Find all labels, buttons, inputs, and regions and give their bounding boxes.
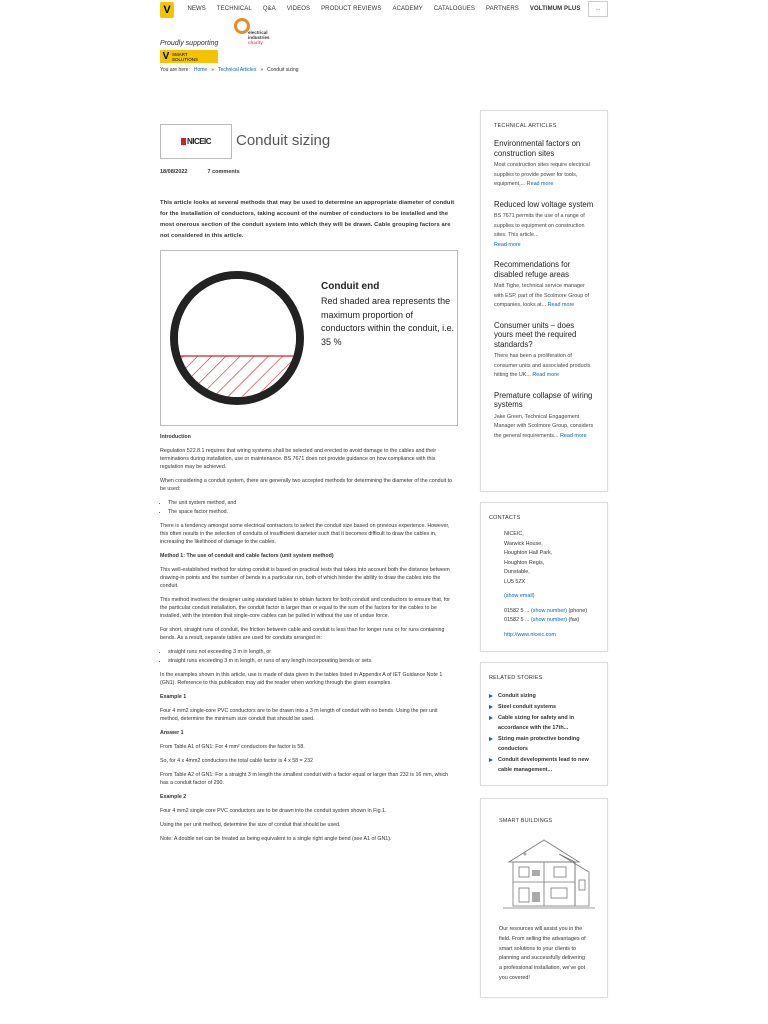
article-teaser xyxy=(494,413,594,442)
breadcrumb-prefix: You are here: xyxy=(160,67,190,73)
related-story-link[interactable]: Steel conduit systems xyxy=(489,702,599,712)
related-story-link[interactable]: Sizing main protective bonding conductors xyxy=(489,734,599,754)
charity-line-3: charity xyxy=(248,40,263,45)
address-line: Houghton Regis, xyxy=(504,559,545,566)
breadcrumb-separator: » xyxy=(211,67,214,73)
technical-articles-panel xyxy=(480,110,608,492)
address-line: NICEIC, xyxy=(504,531,524,537)
author-logo[interactable] xyxy=(160,124,232,159)
proudly-supporting-label: Proudly supporting xyxy=(160,40,219,47)
article-teaser xyxy=(494,282,594,311)
list-item: • The unit system method, and xyxy=(168,499,458,507)
nav-links xyxy=(182,6,586,12)
breadcrumb-separator: » xyxy=(260,67,264,73)
address-line: LU5 5ZX xyxy=(504,578,526,585)
read-more-link[interactable]: Read more xyxy=(559,432,587,439)
heading-example-2: Example 2 xyxy=(160,794,187,800)
read-more-link[interactable]: Read more xyxy=(526,181,554,187)
list-item xyxy=(494,260,594,311)
website-link[interactable]: http://www.niceic.com xyxy=(504,631,556,638)
paragraph: This well-established method for sizing conduit is based on practical tests that takes into account both the distance between drawing-in points and the number of bends in a particular run, both of which hinder the ability to draw the cables into the conduit. xyxy=(160,567,450,589)
phone-prefix: 01582 5 ... xyxy=(504,607,530,614)
article-teaser xyxy=(494,212,594,250)
teaser-text: Matt Tighe, technical service manager with ESP, part of the Scolmore Group of companies, looks at... xyxy=(494,283,590,308)
phone-label: (phone) xyxy=(568,607,588,614)
nav-link-videos[interactable]: VIDEOS xyxy=(286,6,311,12)
nav-link-catalogues[interactable]: CATALOGUES xyxy=(433,6,475,12)
breadcrumb xyxy=(160,67,299,73)
figure-caption: Red shaded area represents the maximum proportion of conductors within the conduit, i.e. 35 % xyxy=(321,296,455,347)
paragraph: For short, straight runs of conduit, the friction between cable and conduit is less than for longer runs or for runs containing bends. As a result, separate tables are used for conduits arranged in: xyxy=(160,627,445,641)
list-item: • straight runs not exceeding 3 m in length, or xyxy=(168,648,458,656)
smart-solutions-badge[interactable] xyxy=(160,50,218,63)
charity-line-2: industries xyxy=(248,35,270,40)
charity-logo[interactable] xyxy=(234,18,274,50)
niceic-logo-mark xyxy=(181,138,186,145)
list-item: • The space factor method. xyxy=(168,508,458,516)
related-stories-panel xyxy=(480,662,608,786)
smart-buildings-text: Our resources will assist you in the field. From selling the advantages of smart solutions to your clients to planning and successfully delivering a professional installation, we've got you covered! xyxy=(499,926,586,981)
article-teaser xyxy=(494,352,594,381)
related-stories-heading: RELATED STORIES xyxy=(489,675,543,681)
related-stories-list xyxy=(489,691,599,775)
show-fax-number-link[interactable]: (show number) xyxy=(530,617,567,623)
list-item xyxy=(494,321,594,381)
conduit-end-figure xyxy=(160,250,458,426)
nav-link-news[interactable]: NEWS xyxy=(187,6,206,12)
page-title: Conduit sizing xyxy=(236,132,331,149)
heading-example-1: Example 1 xyxy=(160,694,187,700)
paragraph: When considering a conduit system, there are generally two accepted methods for determining the diameter of the conduit to be used: xyxy=(160,478,453,492)
list-item xyxy=(494,200,594,251)
breadcrumb-technical-articles[interactable]: Technical Articles xyxy=(217,67,257,73)
list-item xyxy=(494,391,594,442)
nav-link-voltimum-plus[interactable]: VOLTIMUM PLUS xyxy=(529,6,581,12)
smart-badge-text xyxy=(172,52,198,62)
paragraph: Using the per unit method, determine the size of conduit that should be used. xyxy=(160,822,341,828)
paragraph: In the examples shown in this article, use is made of data given in the tables listed in Appendix A of IET Guidance Note 1 (GN1). Reference to this publication may aid the reader when working through the given examples. xyxy=(160,672,443,686)
article-body xyxy=(160,433,458,849)
comments-link[interactable]: 7 comments xyxy=(207,169,240,175)
heading-method-1: Method 1: The use of conduit and cable factors (unit system method) xyxy=(160,553,334,559)
read-more-link[interactable]: Read more xyxy=(547,302,575,308)
show-email-link[interactable]: (show email) xyxy=(504,593,535,599)
teaser-text: BS 7671 permits the use of a range of supplies to equipment on construction sites. This article... xyxy=(494,213,585,238)
smart-house-illustration[interactable] xyxy=(499,832,599,914)
teaser-text: Most construction sites require electrical supplies to provide power for tools, equipment,... xyxy=(494,162,590,187)
address-line: Warwick House, xyxy=(504,540,543,547)
smart-badge-line-2: SOLUTIONS xyxy=(172,56,199,62)
nav-link-technical[interactable]: TECHNICAL xyxy=(216,6,252,12)
article-meta xyxy=(160,169,240,175)
related-story-link[interactable]: Conduit developments lead to new cable management... xyxy=(489,755,599,775)
voltimum-logo[interactable]: V xyxy=(160,2,174,18)
phone-line xyxy=(504,607,599,617)
paragraph: From Table A1 of GN1: For 4 mm² conductors the factor is 58. xyxy=(160,744,305,750)
paragraph: Four 4 mm2 single core PVC conductors are to be drawn into the conduit system shown in Fig 1. xyxy=(160,808,387,814)
related-story-link[interactable]: Conduit sizing xyxy=(489,691,599,701)
nav-link-product-reviews[interactable]: PRODUCT REVIEWS xyxy=(321,6,382,12)
fax-line xyxy=(504,616,599,626)
heading-introduction: Introduction xyxy=(160,434,191,440)
fax-label: (fax) xyxy=(568,617,580,623)
figure-title: Conduit end xyxy=(321,281,380,292)
charity-line-1: electrical xyxy=(248,30,268,35)
paragraph: So, for 4 x 4mm2 conductors the total cable factor is 4 x 58 = 232 xyxy=(160,758,313,764)
method-list xyxy=(168,499,458,516)
top-nav xyxy=(160,0,608,18)
paragraph: Four 4 mm2 single-core PVC conductors are to be drawn into a 3 m length of conduit with no bends. Using the per unit method, determine the minimum size conduit that should be used. xyxy=(160,708,438,722)
technical-articles-heading: TECHNICAL ARTICLES xyxy=(494,123,557,129)
teaser-text: Jake Green, Technical Engagement Manager with Scolmore Group, considers the general requirements... xyxy=(494,413,594,439)
smart-buildings-panel xyxy=(480,798,608,998)
fax-prefix: 01582 5 ... xyxy=(504,617,530,623)
list-item: • straight runs exceeding 3 m in length, or runs of any length incorporating bends or sets. xyxy=(168,657,458,665)
read-more-link[interactable]: Read more xyxy=(532,372,560,378)
niceic-logo-text: NICEIC xyxy=(186,137,212,146)
article-link-title[interactable]: Reduced low voltage system xyxy=(494,199,594,209)
breadcrumb-current: Conduit sizing xyxy=(267,67,299,73)
conduit-run-list xyxy=(168,648,458,665)
article-link-title[interactable]: Recommendations for disabled refuge areas xyxy=(494,260,571,279)
conduit-end-diagram xyxy=(161,251,321,427)
nav-link-academy[interactable]: ACADEMY xyxy=(392,6,423,12)
contacts-panel xyxy=(480,502,608,652)
charity-logo-text xyxy=(248,30,270,45)
article-intro: This article looks at several methods that may be used to determine an appropriate diameter of conduit for the installation of conductors, taking account of the number of conductors to be installed and the most onerous section of the conduit system into which they will be drawn. Cable grouping factors are not considered in this article. xyxy=(160,200,455,239)
paragraph: Regulation 522.8.1 requires that wiring systems shall be selected and erected to avoid damage to the cables and their terminations during installation, use or maintenance. BS 7671 does not provide guidance on how compliance with this regulation may be achieved. xyxy=(160,448,437,470)
article-date: 18/08/2022 xyxy=(160,169,188,175)
article-link-title[interactable]: Consumer units – does yours meet the required standards? xyxy=(494,320,577,349)
paragraph: Note: A double set can be treated as being equivalent to a single right angle bend (see A1 of GN1). xyxy=(160,836,392,842)
smart-buildings-heading: SMART BUILDINGS xyxy=(499,818,553,824)
article-link-title[interactable]: Environmental factors on construction sites xyxy=(494,139,581,158)
paragraph: There is a tendency amongst some electrical contractors to select the conduit size based on previous experience. However, this often results in the selection of conduits of insufficient diameter such that it becomes difficult to draw the cables in, increasing the likelihood of damage to the cables. xyxy=(160,523,450,545)
list-item xyxy=(494,139,594,190)
breadcrumb-home[interactable]: Home xyxy=(193,67,208,73)
address-line: Dunstable, xyxy=(504,569,530,575)
contact-details xyxy=(489,530,599,640)
smart-badge-line-1: SMART xyxy=(172,51,188,57)
read-more-link[interactable]: Read more xyxy=(494,241,521,248)
paragraph: From Table A2 of GN1: For a straight 3 m length the smallest conduit with a factor equal or larger than 232 is 16 mm, which has a conduit factor of 290. xyxy=(160,772,449,786)
teaser-text: There has been a proliferation of consumer units and associated products hitting the UK... xyxy=(494,353,591,378)
related-story-link[interactable]: Cable sizing for safety and in accordance with the 17th... xyxy=(489,713,599,733)
article-link-title[interactable]: Premature collapse of wiring systems xyxy=(494,390,593,409)
contacts-heading: CONTACTS xyxy=(489,515,521,521)
charity-banner xyxy=(160,18,290,66)
smart-badge-logo: V xyxy=(162,51,170,62)
niceic-logo xyxy=(181,137,211,146)
article-teaser xyxy=(494,161,594,190)
nav-link-partners[interactable]: PARTNERS xyxy=(485,6,519,12)
more-menu-button[interactable]: ... xyxy=(588,1,608,17)
paragraph: This method involves the designer using standard tables to obtain factors for both conduit and conductors to ensure that, for the particular conduit installation, the conduit factor is larger than or equal to the sum of the factors for the cables to be installed, with the intention that single-core cables can be pulled in without the use of undue force. xyxy=(160,597,451,619)
address-line: Houghton Hall Park, xyxy=(504,550,553,556)
nav-link-qa[interactable]: Q&A xyxy=(262,6,276,12)
heading-answer-1: Answer 1 xyxy=(160,730,184,736)
show-phone-number-link[interactable]: (show number) xyxy=(530,607,567,614)
